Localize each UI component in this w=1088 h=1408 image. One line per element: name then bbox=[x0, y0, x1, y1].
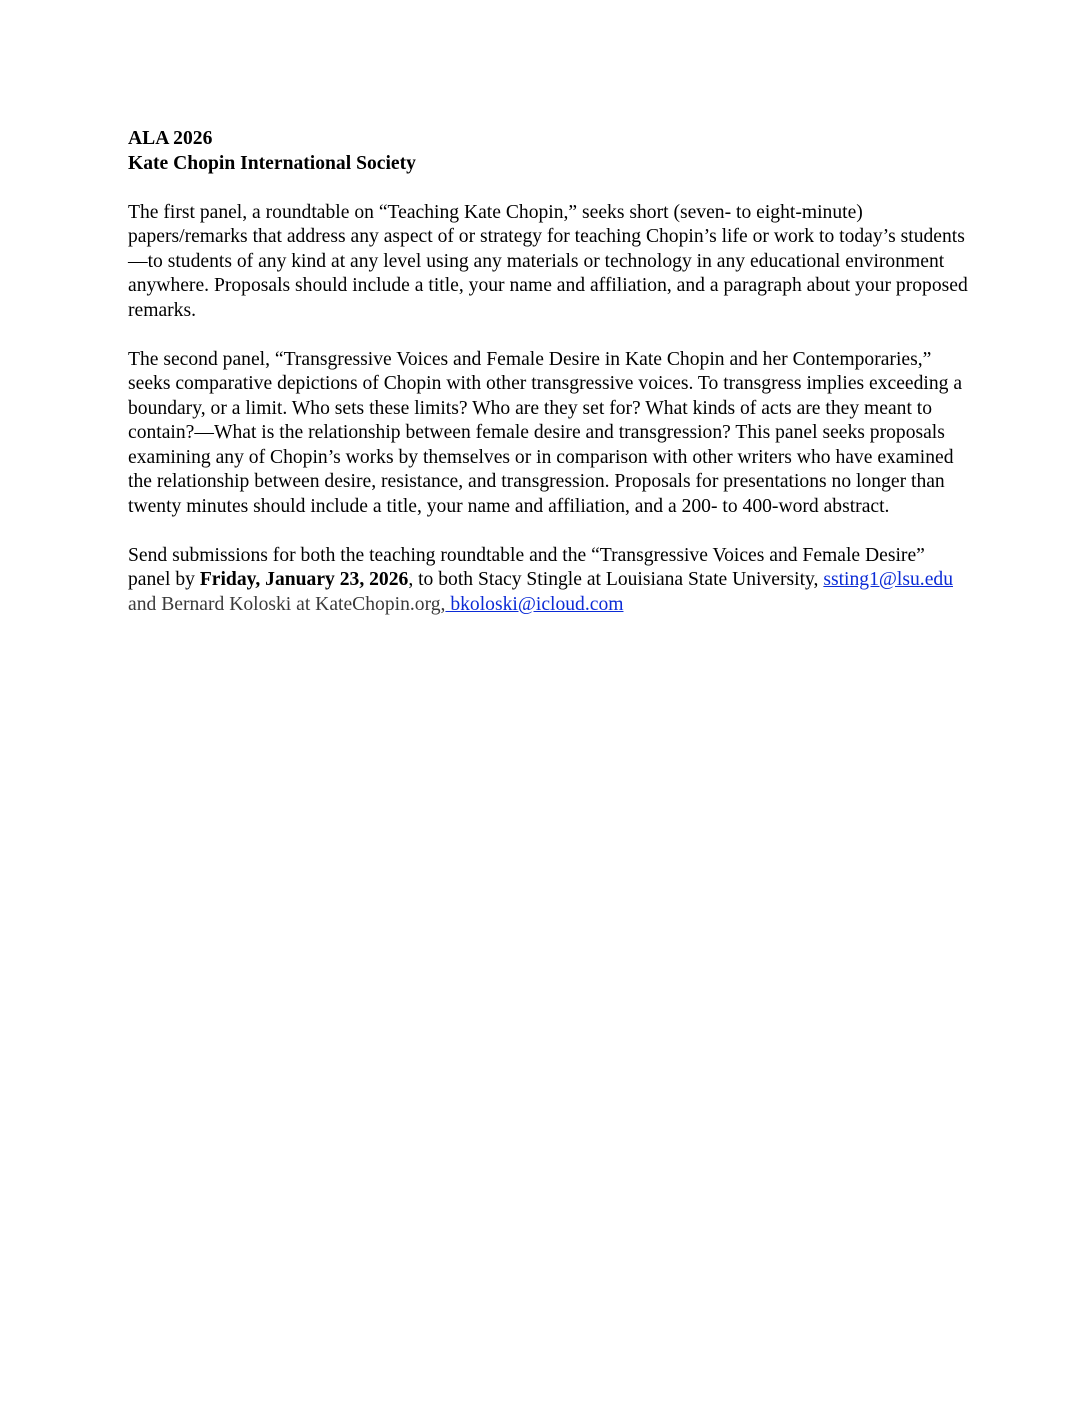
spacer bbox=[128, 519, 968, 544]
submission-deadline: Friday, January 23, 2026 bbox=[199, 569, 409, 590]
first-panel-paragraph: The first panel, a roundtable on “Teaching Kate Chopin,” seeks short (seven- to eight-minute) papers/remarks that address any aspect of or strategy for teaching Chopin’s life or work to today’s students—to students of any kind at any level using any materials or technology in any educational environment anywhere. Proposals should include a title, your name and affiliation, and a paragraph about your proposed remarks. bbox=[128, 201, 968, 321]
spacer bbox=[128, 176, 968, 201]
submission-middle: , to both Stacy Stingle at Louisiana State University, bbox=[408, 569, 824, 590]
document-page bbox=[128, 127, 968, 617]
submission-middle-2: and Bernard Koloski at KateChopin.org, bbox=[128, 593, 446, 615]
society-title: Kate Chopin International Society bbox=[128, 152, 416, 174]
email-link-koloski[interactable]: bkoloski@icloud.com bbox=[445, 593, 624, 615]
submission-paragraph bbox=[128, 544, 968, 618]
conference-title: ALA 2026 bbox=[128, 128, 213, 149]
second-panel-paragraph: The second panel, “Transgressive Voices and Female Desire in Kate Chopin and her Contemporaries,” seeks comparative depictions of Chopin with other transgressive voices. To transgress implies exceeding a boundary, or a limit. Who sets these limits? Who are they set for? What kinds of acts are they meant to contain?—What is the relationship between female desire and transgression? This panel seeks proposals examining any of Chopin’s works by themselves or in comparison with other writers who have examined the relationship between desire, resistance, and transgression. Proposals for presentations no longer than twenty minutes should include a title, your name and affiliation, and a 200- to 400-word abstract. bbox=[128, 348, 963, 517]
spacer bbox=[128, 323, 968, 348]
submission-intro: Send submissions for both the teaching roundtable and the “Transgressive Voices and Female Desire” panel by bbox=[128, 544, 925, 590]
email-link-stingle[interactable]: ssting1@lsu.edu bbox=[823, 569, 953, 590]
document-header bbox=[128, 127, 968, 176]
